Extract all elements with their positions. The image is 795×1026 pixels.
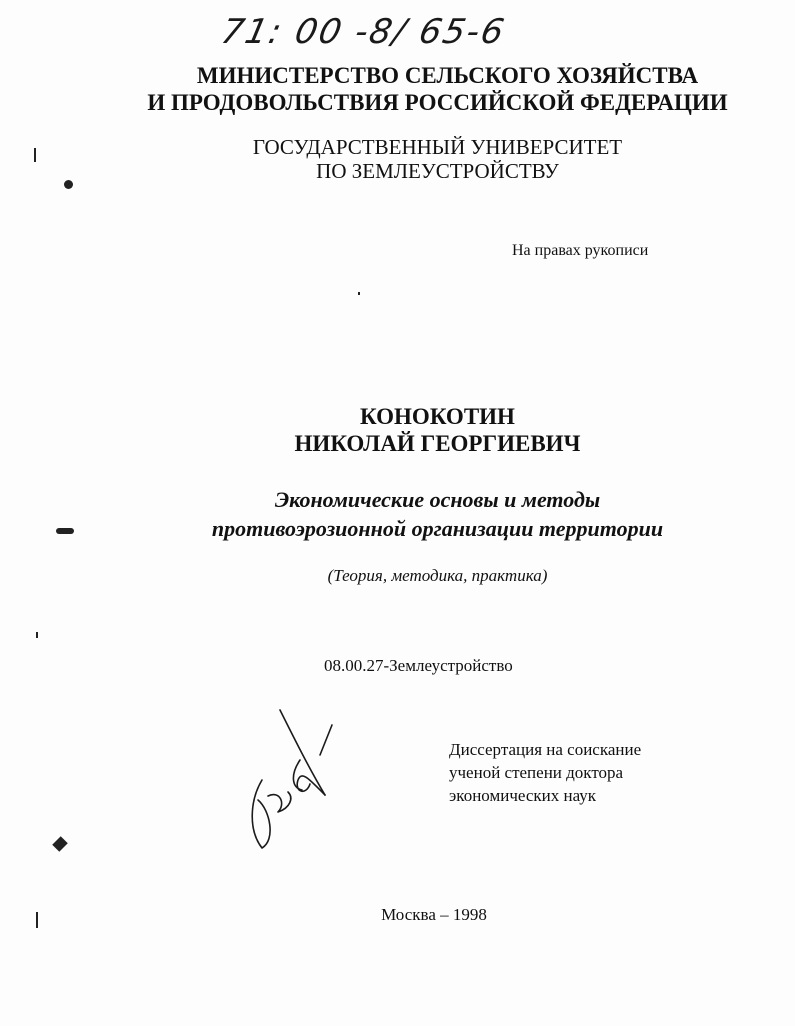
city-year: Москва – 1998 (381, 905, 487, 924)
thesis-subtitle: (Теория, методика, практика) (327, 566, 548, 585)
ministry-line-1: МИНИСТЕРСТВО СЕЛЬСКОГО ХОЗЯЙСТВА (196, 63, 699, 88)
manuscript-rights-note: На правах рукописи (512, 242, 649, 259)
scan-mark (52, 836, 68, 852)
scan-mark (34, 148, 36, 162)
thesis-title-line-1: Экономические основы и методы (274, 487, 601, 512)
university-line-2: ПО ЗЕМЛЕУСТРОЙСТВУ (316, 159, 559, 183)
specialty-code: 08.00.27-Землеустройство (324, 656, 513, 675)
degree-line-3: экономических наук (449, 786, 597, 805)
scan-mark (358, 292, 360, 295)
archive-code-handwritten: 71: 00 -8/ 65-6 (217, 12, 510, 52)
author-given-names: НИКОЛАЙ ГЕОРГИЕВИЧ (294, 431, 581, 456)
degree-statement (449, 738, 641, 807)
signature-stroke (268, 792, 291, 812)
handwritten-signature (240, 700, 350, 860)
ministry-line-2: И ПРОДОВОЛЬСТВИЯ РОССИЙСКОЙ ФЕДЕРАЦИИ (147, 90, 728, 115)
degree-line-2: ученой степени доктора (449, 763, 624, 782)
author-surname: КОНОКОТИН (360, 404, 515, 429)
thesis-title-line-2: противоэрозионной организации территории (211, 516, 664, 541)
signature-stroke (320, 725, 332, 755)
scan-mark (36, 912, 38, 928)
signature-stroke (252, 780, 270, 848)
signature-stroke (297, 776, 325, 795)
scan-mark (64, 180, 73, 189)
scan-mark (56, 528, 74, 534)
degree-line-1: Диссертация на соискание (449, 740, 642, 759)
signature-stroke (280, 710, 325, 795)
university-line-1: ГОСУДАРСТВЕННЫЙ УНИВЕРСИТЕТ (252, 135, 623, 159)
scan-mark (36, 632, 38, 638)
